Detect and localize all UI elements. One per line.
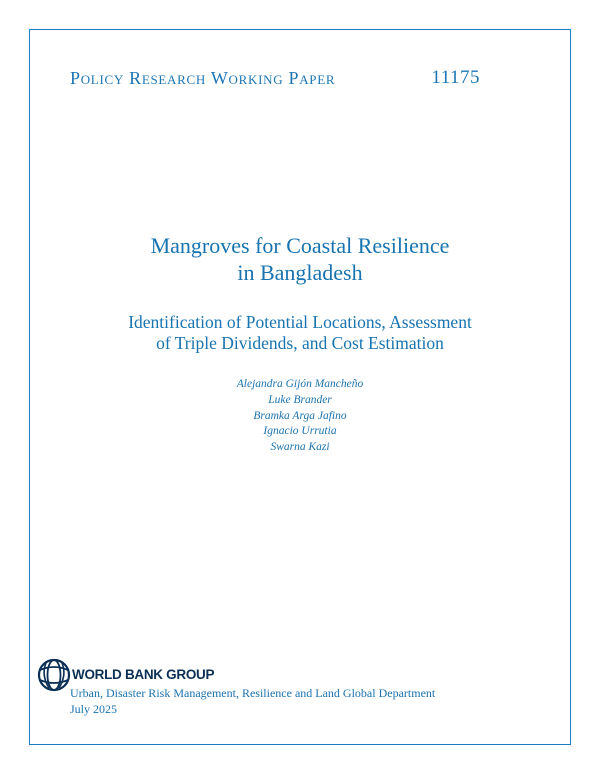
author-name: Bramka Arga Jafino bbox=[253, 409, 347, 422]
paper-subtitle-line-1: Identification of Potential Locations, Assessment bbox=[128, 312, 472, 332]
globe-icon bbox=[37, 658, 71, 692]
series-header bbox=[70, 68, 480, 92]
author-name: Luke Brander bbox=[268, 393, 332, 406]
author-name: Alejandra Gijón Mancheño bbox=[236, 378, 364, 390]
paper-title-line-2: in Bangladesh bbox=[237, 260, 363, 285]
paper-title-line-1: Mangroves for Coastal Resilience bbox=[150, 233, 450, 258]
paper-number: 11175 bbox=[431, 67, 480, 88]
paper-subtitle-line-2: of Triple Dividends, and Cost Estimation bbox=[156, 333, 444, 353]
author-name: Swarna Kazi bbox=[270, 441, 330, 454]
world-bank-group-logo: WORLD BANK GROUP bbox=[72, 667, 215, 682]
author-name: Ignacio Urrutia bbox=[263, 425, 337, 438]
footer bbox=[37, 658, 557, 728]
series-name: Policy Research Working Paper bbox=[70, 68, 336, 88]
department-name: Urban, Disaster Risk Management, Resilience and Land Global Department bbox=[70, 686, 436, 700]
author-list bbox=[100, 377, 500, 456]
publication-date: July 2025 bbox=[70, 702, 118, 716]
